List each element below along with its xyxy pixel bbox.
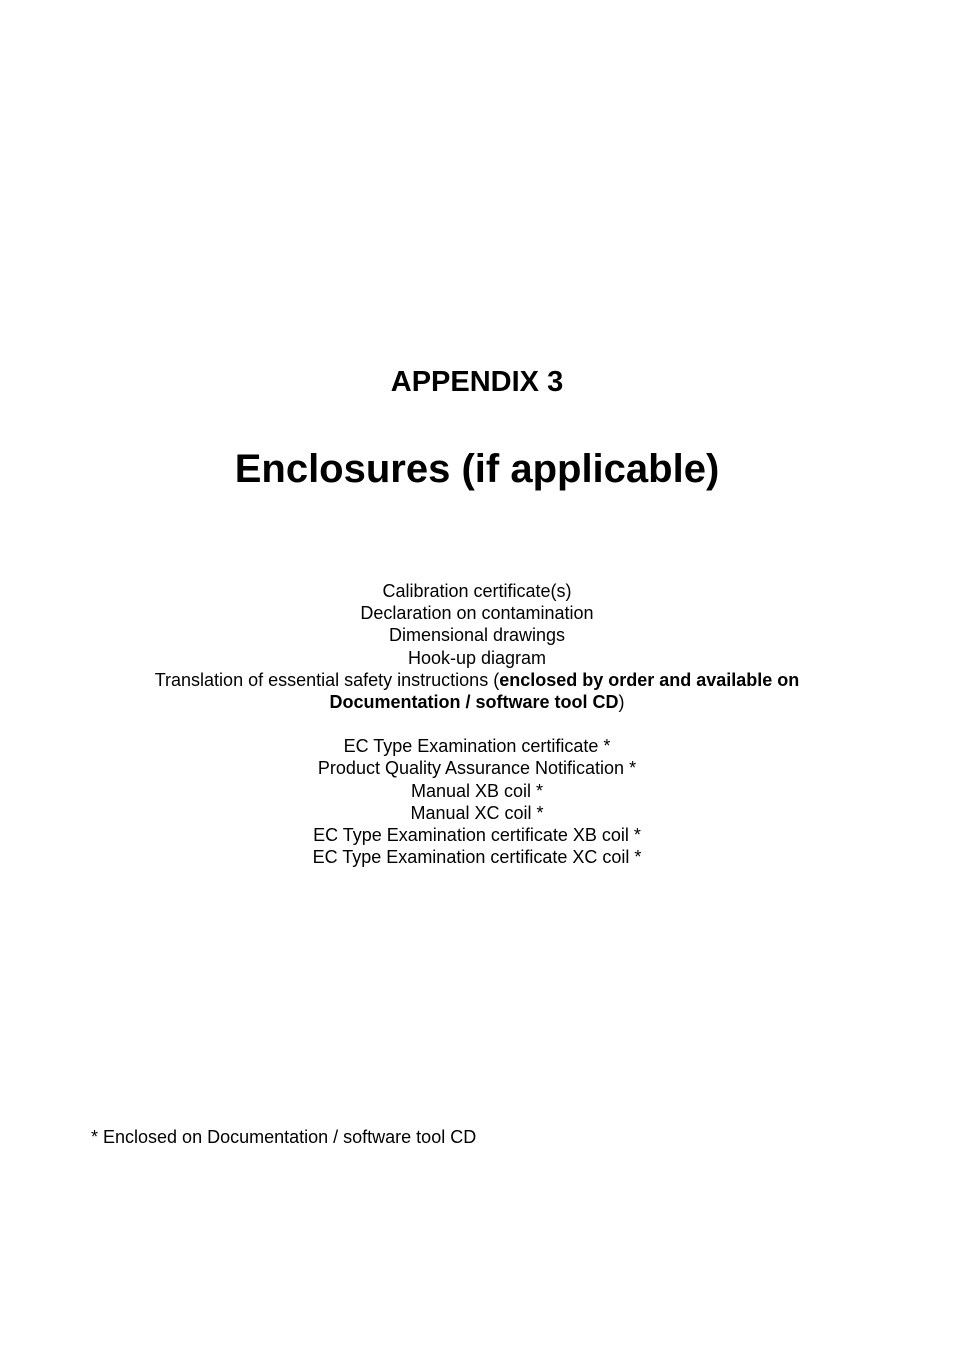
enclosure-item-ec-cert-xc: EC Type Examination certificate XC coil *	[312, 847, 642, 868]
footnote: * Enclosed on Documentation / software tool CD	[91, 1127, 477, 1147]
enclosure-item-manual-xc: Manual XC coil *	[410, 802, 544, 823]
translation-prefix: Translation of essential safety instructions (	[154, 669, 500, 690]
list-spacer	[100, 713, 854, 735]
enclosure-item-ec-cert: EC Type Examination certificate *	[343, 736, 611, 757]
page-title: Enclosures (if applicable)	[234, 447, 720, 491]
enclosure-item-translation	[100, 669, 854, 713]
enclosure-item-quality: Product Quality Assurance Notification *	[317, 758, 637, 779]
translation-bold: enclosed by order and available on Documentation / software tool CD	[329, 669, 800, 713]
translation-suffix: )	[618, 692, 625, 713]
enclosure-item-contamination: Declaration on contamination	[360, 603, 594, 624]
appendix-label: APPENDIX 3	[390, 366, 564, 398]
enclosure-item-drawings: Dimensional drawings	[388, 625, 566, 646]
enclosure-list	[100, 580, 854, 868]
enclosure-item-ec-cert-xb: EC Type Examination certificate XB coil *	[313, 825, 641, 846]
enclosure-item-hookup: Hook-up diagram	[407, 647, 547, 668]
enclosure-item-manual-xb: Manual XB coil *	[410, 780, 544, 801]
enclosure-item-calibration: Calibration certificate(s)	[382, 581, 572, 601]
